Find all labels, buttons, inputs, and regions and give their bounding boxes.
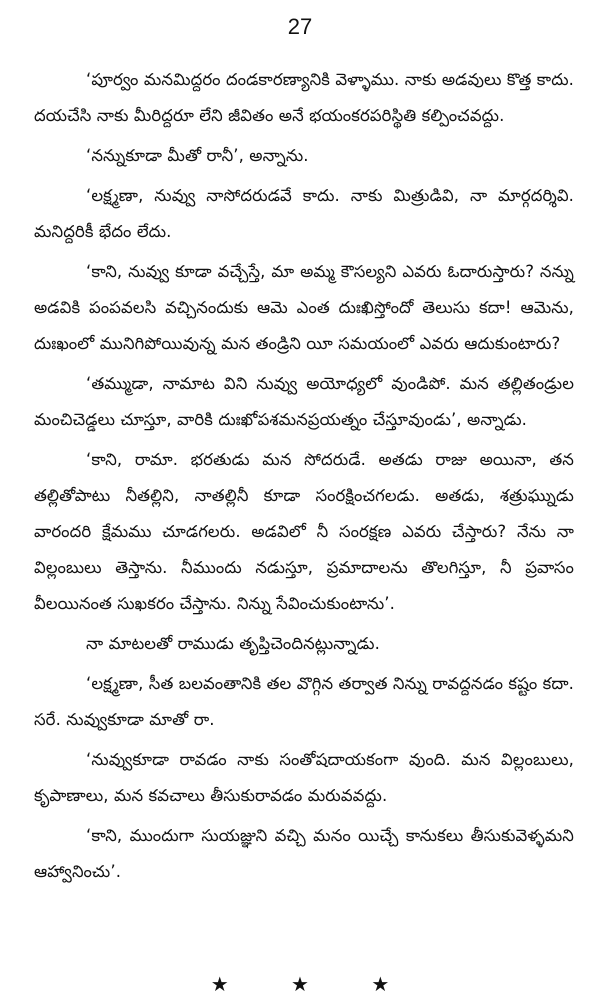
paragraph-3: ‘లక్ష్మణా, నువ్వు నాసోదరుడవే కాదు. నాకు మిత్రుడివి, నా మార్గదర్శివి. మనిద్దరికీ భేదం లేదు. <box>34 186 574 241</box>
star-icon: ★ <box>210 972 229 996</box>
paragraph-4: ‘కాని, నువ్వు కూడా వచ్చేస్తే, మా అమ్మ కౌసల్యని ఎవరు ఓదారుస్తారు? నన్ను అడవికి పంపవలసి వచ్చినందుకు ఆమె ఎంత దుఃఖిస్తోందో తెలుసు కదా! ఆమెను, దుఃఖంలో మునిగిపోయివున్న మన తండ్రిని యీ సమయంలో ఎవరు ఆదుకుంటారు? <box>34 262 574 353</box>
paragraph-9: ‘నువ్వుకూడా రావడం నాకు సంతోషదాయకంగా వుంది. మన విల్లంబులు, కృపాణాలు, మన కవచాలు తీసుకురావడం మరువవద్దు. <box>34 750 574 805</box>
paragraph-8: ‘లక్ష్మణా, సీత బలవంతానికి తల వొగ్గిన తర్వాత నిన్ను రావద్దనడం కష్టం కదా. సరే. నువ్వుకూడా మాతో రా. <box>34 674 574 729</box>
paragraph-7: నా మాటలతో రాముడు తృప్తిచెందినట్లున్నాడు. <box>86 634 380 653</box>
page-number: 27 <box>287 14 313 39</box>
section-separator <box>0 972 600 996</box>
paragraph-2: ‘నన్నుకూడా మీతో రానీ’, అన్నాను. <box>86 146 309 165</box>
paragraph-10: ‘కాని, ముందుగా సుయజ్ఞుని వచ్చి మనం యిచ్చే కానుకలు తీసుకువెళ్ళమని ఆహ్వానించు’. <box>34 826 574 881</box>
paragraph-5: ‘తమ్ముడా, నామాట విని నువ్వు అయోధ్యలో వుండిపో. మన తల్లితండ్రుల మంచిచెడ్డలు చూస్తూ, వారికి దుఃఖోపశమనప్రయత్నం చేస్తూవుండు’, అన్నాడు. <box>34 374 574 429</box>
page-body <box>34 62 574 894</box>
star-icon: ★ <box>291 972 309 996</box>
star-icon: ★ <box>371 972 390 996</box>
paragraph-1: ‘పూర్వం మనమిద్దరం దండకారణ్యానికి వెళ్ళాము. నాకు అడవులు కొత్త కాదు. దయచేసి నాకు మీరిద్దరూ లేని జీవితం అనే భయంకరపరిస్థితి కల్పించవద్దు. <box>34 70 574 125</box>
paragraph-6: ‘కాని, రామా. భరతుడు మన సోదరుడే. అతడు రాజు అయినా, తన తల్లితోపాటు నీతల్లిని, నాతల్లినీ కూడా సంరక్షించగలడు. అతడు, శత్రుఘ్నుడు వారందరి క్షేమము చూడగలరు. అడవిలో నీ సంరక్షణ ఎవరు చేస్తారు? నేను నా విల్లంబులు తెస్తాను. నీముందు నడుస్తూ, ప్రమాదాలను తొలగిస్తూ, నీ ప్రవాసం వీలయినంత సుఖకరం చేస్తాను. నిన్ను సేవించుకుంటాను’. <box>34 450 574 613</box>
